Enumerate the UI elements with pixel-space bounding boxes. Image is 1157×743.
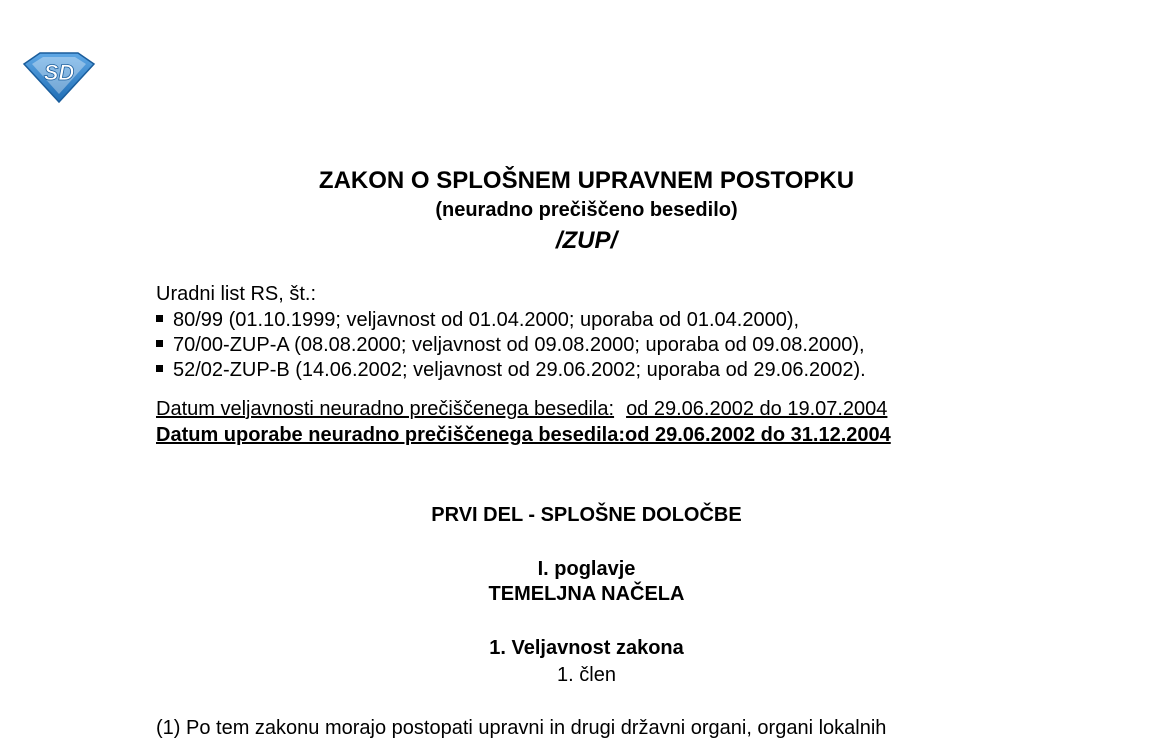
validity-line bbox=[156, 398, 887, 421]
article-number: 1. člen bbox=[557, 664, 616, 686]
document-abbreviation: /ZUP/ bbox=[555, 227, 618, 254]
gazette-list bbox=[156, 309, 866, 384]
list-item bbox=[156, 359, 866, 384]
paragraph-text: (1) Po tem zakonu morajo postopati upravni in drugi državni organi, organi lokalnih bbox=[156, 717, 887, 739]
chapter-title: TEMELJNA NAČELA bbox=[488, 583, 685, 605]
document-subtitle: (neuradno prečiščeno besedilo) bbox=[435, 199, 738, 221]
usage-line bbox=[156, 424, 891, 447]
validity-label: Datum veljavnosti neuradno prečiščenega besedila: bbox=[156, 398, 615, 420]
list-item bbox=[156, 334, 866, 359]
chapter-number: I. poglavje bbox=[537, 558, 636, 580]
list-item bbox=[156, 309, 866, 334]
bullet-icon bbox=[156, 340, 163, 347]
document-title: ZAKON O SPLOŠNEM UPRAVNEM POSTOPKU bbox=[318, 167, 855, 194]
usage-label: Datum uporabe neuradno prečiščenega besedila: bbox=[156, 424, 626, 446]
gazette-entry: 80/99 (01.10.1999; veljavnost od 01.04.2000; uporaba od 01.04.2000), bbox=[173, 309, 800, 331]
validity-range: od 29.06.2002 do 19.07.2004 bbox=[626, 398, 888, 420]
gazette-label: Uradni list RS, št.: bbox=[156, 283, 317, 305]
gazette-entry: 52/02-ZUP-B (14.06.2002; veljavnost od 29.06.2002; uporaba od 29.06.2002). bbox=[173, 359, 866, 381]
bullet-icon bbox=[156, 365, 163, 372]
part-heading: PRVI DEL - SPLOŠNE DOLOČBE bbox=[431, 504, 742, 526]
logo-letters: SD bbox=[43, 60, 75, 85]
section-title: 1. Veljavnost zakona bbox=[489, 637, 684, 659]
usage-range: od 29.06.2002 do 31.12.2004 bbox=[625, 424, 891, 446]
sd-logo-icon bbox=[22, 50, 96, 104]
gazette-entry: 70/00-ZUP-A (08.08.2000; veljavnost od 09.08.2000; uporaba od 09.08.2000), bbox=[173, 334, 865, 356]
bullet-icon bbox=[156, 315, 163, 322]
